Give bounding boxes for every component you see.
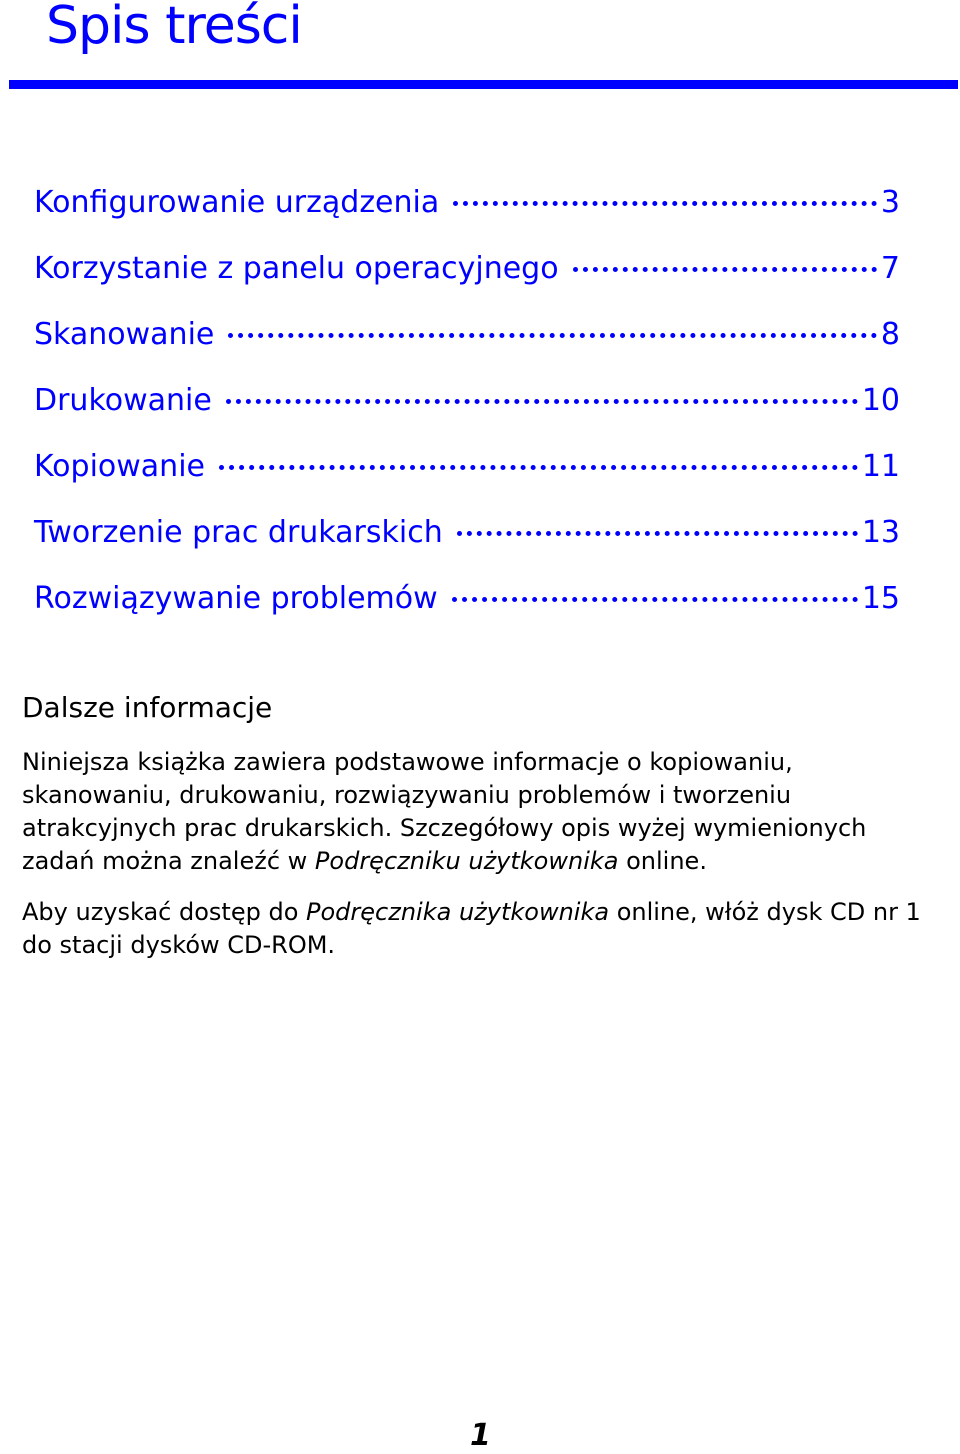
toc-dot-leader: [573, 267, 877, 272]
toc-entry-prace-drukarskie[interactable]: [34, 508, 900, 574]
toc-entry-page: 10: [861, 383, 900, 418]
toc-entry-page: 13: [861, 515, 900, 550]
toc-entry-title: Konfigurowanie urządzenia: [34, 185, 440, 220]
toc-entry-title: Skanowanie: [34, 317, 215, 352]
table-of-contents: [34, 178, 900, 640]
toc-entry-drukowanie[interactable]: [34, 376, 900, 442]
toc-entry-title: Tworzenie prac drukarskich: [34, 515, 443, 550]
toc-entry-konfigurowanie[interactable]: [34, 178, 900, 244]
toc-entry-rozwiazywanie-problemow[interactable]: [34, 574, 900, 640]
section-heading: Dalsze informacje: [22, 691, 273, 724]
body-paragraph: [22, 896, 922, 962]
toc-entry-kopiowanie[interactable]: [34, 442, 900, 508]
toc-entry-title: Korzystanie z panelu operacyjnego: [34, 251, 559, 286]
page-number: 1: [470, 1418, 491, 1453]
toc-entry-page: 11: [861, 449, 900, 484]
toc-entry-page: 8: [880, 317, 900, 352]
title-rule: [9, 80, 958, 89]
paragraph-text: Aby uzyskać dostęp do: [22, 898, 307, 926]
toc-dot-leader: [228, 333, 877, 338]
toc-dot-leader: [452, 597, 858, 602]
toc-entry-title: Rozwiązywanie problemów: [34, 581, 438, 616]
toc-dot-leader: [457, 531, 858, 536]
toc-entry-page: 15: [861, 581, 900, 616]
toc-dot-leader: [453, 201, 877, 206]
body-paragraph: [22, 746, 922, 878]
toc-entry-page: 7: [880, 251, 900, 286]
paragraph-text: Niniejsza książka zawiera podstawowe informacje o kopiowaniu, skanowaniu, drukowaniu, rozwiązywaniu problemów i tworzeniu atrakcyjnych prac drukarskich. Szczegółowy opis wyżej wymienionych zadań można znaleźć w: [22, 748, 867, 875]
manual-title-emphasis: Podręczniku użytkownika: [314, 847, 619, 875]
toc-entry-title: Kopiowanie: [34, 449, 205, 484]
toc-entry-title: Drukowanie: [34, 383, 212, 418]
toc-dot-leader: [219, 465, 858, 470]
toc-entry-page: 3: [880, 185, 900, 220]
manual-title-emphasis: Podręcznika użytkownika: [306, 898, 610, 926]
toc-entry-skanowanie[interactable]: [34, 310, 900, 376]
paragraph-text: online.: [618, 847, 707, 875]
page-title: Spis treści: [46, 0, 302, 56]
toc-entry-panel-operacyjny[interactable]: [34, 244, 900, 310]
toc-dot-leader: [226, 399, 858, 404]
paragraph-text: online, włóż dysk CD nr 1 do stacji dysków CD-ROM.: [22, 898, 921, 959]
